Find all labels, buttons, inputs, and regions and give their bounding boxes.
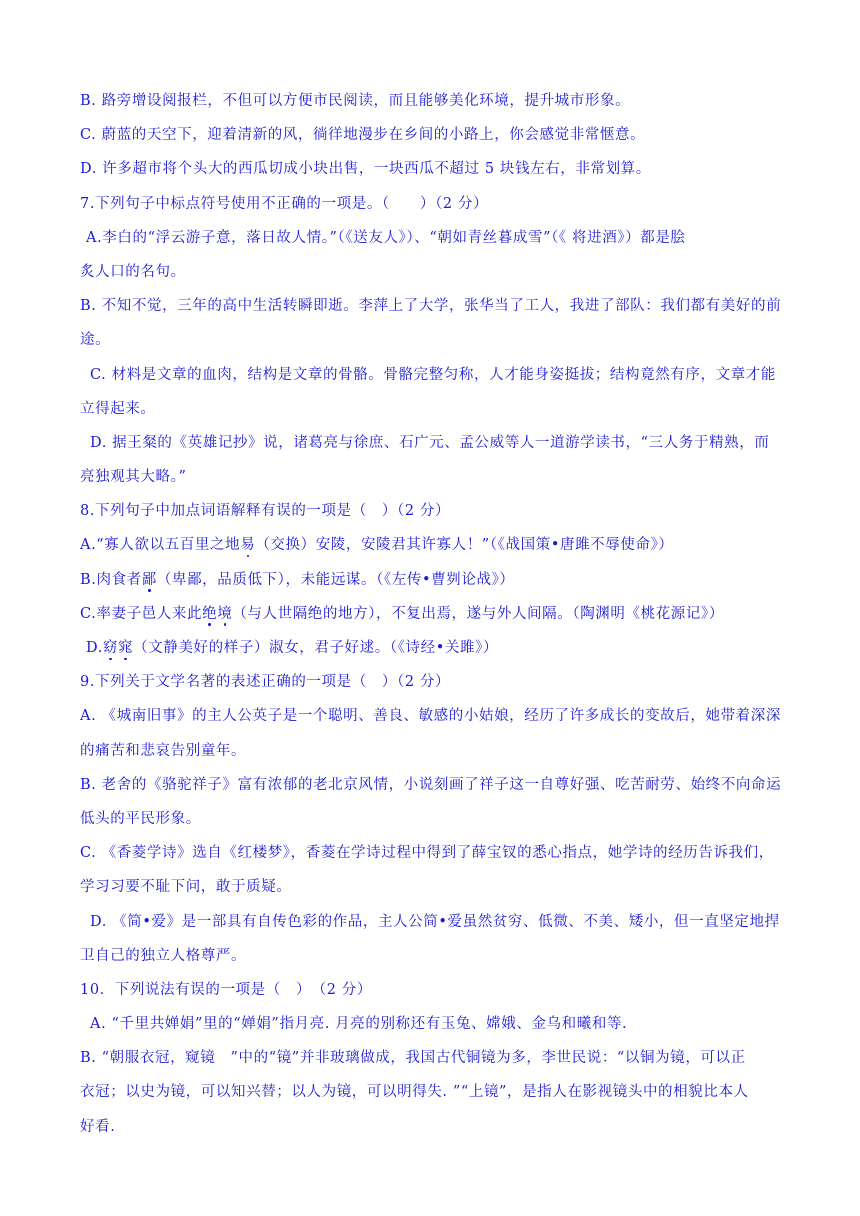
- question-10-stem: 10．下列说法有误的一项是（ ） （2 分）: [80, 981, 372, 998]
- q8-c-dotted-word-2: 境: [217, 605, 233, 622]
- q8-c-post: （与人世隔绝的地方），不复出焉，遂与外人间隔。（陶渊明《桃花源记》）: [232, 605, 724, 622]
- q8-b-post: （卑鄙，品质低下），未能远谋。（《左传•曹刿论战》）: [156, 571, 515, 588]
- q8-d-post: （文静美好的样子）淑女，君子好逑。（《诗经•关雎》）: [133, 640, 499, 656]
- question-9-option-c-cont: 学习习要不耻下问，敢于质疑。: [80, 879, 292, 896]
- q8-a-pre: A.“寡人欲以五百里之地: [80, 537, 241, 554]
- question-7-option-b-cont: 途。: [80, 332, 111, 349]
- question-9-option-c: C. 《香菱学诗》选自《红楼梦》，香菱在学诗过程中得到了薛宝钗的悉心指点，她学诗的经历告诉我们，: [80, 845, 774, 862]
- q8-a-dotted-word: 易: [240, 537, 256, 554]
- q8-d-pre: D.: [86, 640, 103, 656]
- question-7-option-b: B. 不知不觉，三年的高中生活转瞬即逝。李萍上了大学，张华当了工人，我进了部队：我们都有美好的前: [80, 298, 782, 315]
- question-9-option-b: B. 老舍的《骆驼祥子》富有浓郁的老北京风情，小说刻画了祥子这一自尊好强、吃苦耐劳、始终不向命运: [80, 776, 782, 793]
- question-10-option-b-cont: 衣冠；以史为镜，可以知兴替；以人为镜，可以明得失. ”“上镜”，是指人在影视镜头中的相貌比本人: [80, 1084, 749, 1101]
- question-8-option-d: [80, 631, 790, 665]
- question-9-option-b-cont: 低头的平民形象。: [80, 810, 201, 827]
- option-c-line: C. 蔚蓝的天空下，迎着清新的风，徜徉地漫步在乡间的小路上，你会感觉非常惬意。: [80, 127, 646, 144]
- question-10-option-b: B. “朝服衣冠，窥镜 ”中的“镜”并非玻璃做成，我国古代铜镜为多，李世民说：“以铜为镜，可以正: [80, 1050, 746, 1067]
- question-10-option-a: A. “千里共婵娟”里的“婵娟”指月亮. 月亮的别称还有玉兔、嫦娥、金乌和曦和等.: [90, 1016, 628, 1033]
- q8-a-post: （交换）安陵，安陵君其许寡人！”（《战国策•唐雎不辱使命》）: [255, 537, 674, 554]
- question-8-option-b: [80, 563, 790, 597]
- question-9-option-a: A. 《城南旧事》的主人公英子是一个聪明、善良、敏感的小姑娘，经历了许多成长的变故后，她带着深深: [80, 708, 781, 725]
- question-7-option-d-cont: 亮独观其大略。”: [80, 469, 187, 486]
- question-7-option-c-cont: 立得起来。: [80, 400, 156, 417]
- question-8-stem: 8.下列句子中加点词语解释有误的一项是（ ）（2 分）: [80, 503, 451, 520]
- question-9-option-d-cont: 卫自己的独立人格尊严。: [80, 947, 247, 964]
- q8-b-pre: B.肉食者: [80, 571, 142, 588]
- question-9-stem: 9.下列关于文学名著的表述正确的一项是（ ）（2 分）: [80, 674, 451, 691]
- q8-d-dotted-word-1: 窈: [102, 640, 119, 656]
- question-8-option-a: [80, 528, 790, 562]
- option-b-line: B. 路旁增设阅报栏，不但可以方便市民阅读，而且能够美化环境，提升城市形象。: [80, 93, 631, 109]
- question-7-option-c: C. 材料是文章的血肉，结构是文章的骨骼。骨骼完整匀称，人才能身姿挺拔；结构竟然有序，文章才能: [90, 366, 776, 383]
- q8-c-dotted-word-1: 绝: [202, 605, 218, 622]
- question-7-option-a-cont: 炙人口的名句。: [80, 263, 186, 280]
- q8-b-dotted-word: 鄙: [141, 571, 157, 588]
- question-9-option-d: D. 《简•爱》是一部具有自传色彩的作品，主人公简•爱虽然贫穷、低微、不美、矮小，但一直坚定地捍: [90, 913, 780, 930]
- question-7-stem: 7.下列句子中标点符号使用不正确的一项是。（ ）（2 分）: [80, 195, 489, 212]
- question-7-option-a: A.李白的“浮云游子意，落日故人情。”（《送友人》）、“朝如青丝暮成雪”（《 将进酒》）都是脍: [86, 229, 686, 246]
- question-8-option-c: [80, 597, 790, 631]
- q8-c-pre: C.率妻子邑人来此: [80, 605, 203, 622]
- question-9-option-a-cont: 的痛苦和悲哀告别童年。: [80, 742, 247, 759]
- question-7-option-d: D. 据王粲的《英雄记抄》说，诸葛亮与徐庶、石广元、孟公威等人一道游学读书，“三人务于精熟，而: [90, 434, 770, 451]
- q8-d-dotted-word-2: 窕: [118, 640, 134, 656]
- option-d-line: D. 许多超市将个头大的西瓜切成小块出售，一块西瓜不超过 5 块钱左右，非常划算。: [80, 161, 651, 178]
- question-10-option-b-end: 好看.: [80, 1118, 116, 1135]
